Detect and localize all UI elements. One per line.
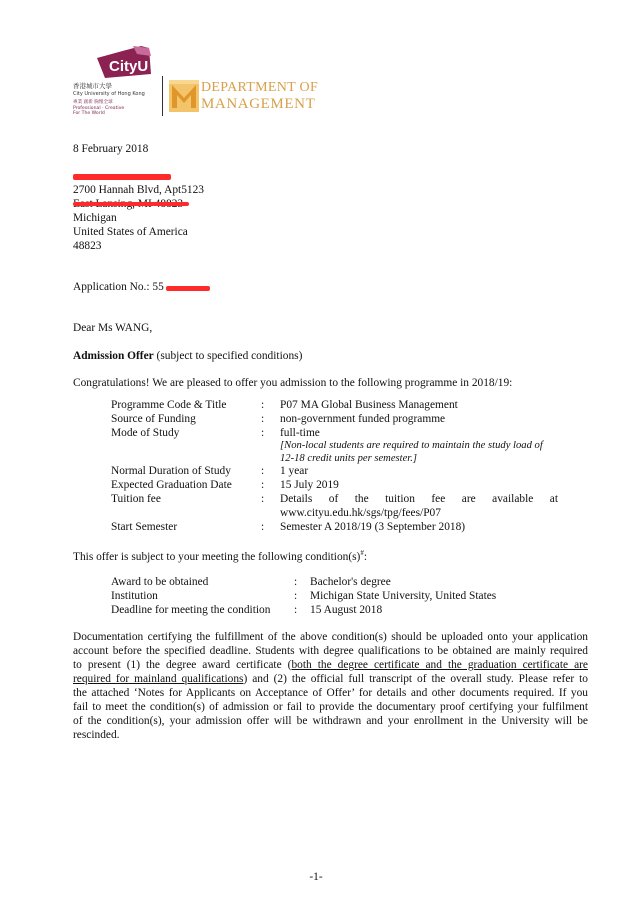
paragraph-line	[73, 672, 588, 686]
study-load-note-line1: [Non-local students are required to maintain the study load of	[280, 440, 543, 451]
paragraph-line: account before the specified deadline. Students with degree qualifications to be obtained are mainly required	[73, 645, 588, 657]
condition-value: 15 August 2018	[310, 604, 383, 616]
cityu-tagline-en-2: For The World	[73, 111, 105, 116]
address-line-1: 2700 Hannah Blvd, Apt5123	[73, 184, 204, 196]
redaction-application-no	[166, 286, 210, 291]
condition-intro	[73, 546, 367, 564]
programme-value: 1 year	[280, 465, 309, 477]
programme-row	[111, 520, 559, 534]
letter-date: 8 February 2018	[73, 143, 149, 155]
cityu-tagline	[73, 100, 124, 117]
colon: :	[261, 493, 265, 505]
subject-line	[73, 349, 302, 363]
page-number: -1-	[309, 871, 323, 883]
colon: :	[261, 413, 265, 425]
condition-value: Michigan State University, United States	[310, 590, 497, 602]
address-line-3: Michigan	[73, 212, 117, 224]
programme-value: 15 July 2019	[280, 479, 339, 491]
salutation: Dear Ms WANG,	[73, 322, 153, 334]
paragraph-line: rescinded.	[73, 729, 120, 741]
cityu-chinese-name: 香港城市大學	[73, 82, 112, 90]
colon: :	[294, 604, 298, 616]
programme-label: Expected Graduation Date	[111, 479, 232, 491]
intro-line: Congratulations! We are pleased to offer you admission to the following programme in 2018/19:	[73, 377, 513, 389]
cityu-tagline-en-1: Professional · Creative	[73, 105, 125, 111]
condition-label: Deadline for meeting the condition	[111, 604, 271, 616]
programme-row	[111, 398, 559, 412]
programme-value: Semester A 2018/19 (3 September 2018)	[280, 521, 466, 533]
condition-label: Institution	[111, 590, 158, 602]
application-number: Application No.: 55	[73, 281, 164, 293]
study-load-note-line2: 12-18 credit units per semester.]	[280, 453, 418, 464]
colon: :	[261, 399, 265, 411]
paragraph-line	[73, 658, 588, 672]
colon: :	[294, 590, 298, 602]
programme-label: Programme Code & Title	[111, 399, 227, 411]
colon: :	[294, 576, 298, 588]
condition-value: Bachelor's degree	[310, 576, 391, 588]
department-logo	[169, 80, 329, 114]
cityu-logo-text: CityU	[109, 58, 149, 75]
programme-label: Start Semester	[111, 521, 178, 533]
programme-row	[111, 426, 559, 440]
programme-value: P07 MA Global Business Management	[280, 399, 458, 411]
condition-intro-sup: #	[360, 549, 364, 557]
condition-intro-text: This offer is subject to your meeting the following condition(s)	[73, 550, 361, 563]
cityu-logo	[73, 44, 157, 120]
colon: :	[261, 521, 265, 533]
programme-label: Source of Funding	[111, 413, 196, 425]
colon: :	[261, 427, 265, 439]
condition-row	[111, 603, 531, 617]
programme-label: Mode of Study	[111, 427, 180, 439]
paragraph-line: Documentation certifying the fulfillment of the above condition(s) should be uploaded onto your application	[73, 631, 588, 643]
programme-value: full-time	[280, 427, 320, 439]
colon: :	[261, 465, 265, 477]
documentation-paragraph	[73, 630, 588, 742]
condition-label: Award to be obtained	[111, 576, 209, 588]
subject-rest: (subject to specified conditions)	[153, 350, 303, 362]
redaction-name	[73, 174, 171, 180]
tuition-fee-url: www.cityu.edu.hk/sgs/tpg/fees/P07	[280, 507, 441, 519]
address-line-5: 48823	[73, 240, 102, 252]
department-title-line2: MANAGEMENT	[201, 96, 316, 112]
condition-row	[111, 589, 531, 603]
paragraph-text: to present (1) the degree award certificate (	[73, 659, 292, 671]
tuition-fee-details: Details of the tuition fee are available at	[280, 493, 558, 505]
underlined-text: both the degree certificate and the graduation certificate are	[291, 659, 588, 671]
programme-label: Tuition fee	[111, 493, 161, 505]
colon: :	[261, 479, 265, 491]
cityu-english-name: City University of Hong Kong	[73, 91, 145, 97]
condition-intro-end: :	[363, 550, 368, 563]
paragraph-line: of the condition(s), your admission offer will be withdrawn and your enrollment in the University will be	[73, 715, 588, 727]
address-line-4: United States of America	[73, 226, 188, 238]
programme-row	[111, 464, 559, 478]
programme-value: non-government funded programme	[280, 413, 446, 425]
cityu-tagline-cn: 專業 創新 胸懷全球	[73, 100, 113, 105]
programme-label: Normal Duration of Study	[111, 465, 231, 477]
cityu-badge-icon	[93, 44, 153, 80]
subject-bold: Admission Offer	[73, 350, 154, 362]
paragraph-text: ) and (2) the official full transcript of the overall study. Please refer to	[243, 673, 588, 685]
underlined-text: required for mainland qualifications	[73, 673, 244, 685]
programme-row	[111, 478, 559, 492]
redaction-strike	[73, 202, 189, 206]
management-m-icon	[169, 80, 199, 112]
logo-divider	[162, 76, 163, 116]
paragraph-line: fail to meet the condition(s) of admission or fail to provide the documentary proof certifying your fulfilment	[73, 701, 588, 713]
programme-row	[111, 412, 559, 426]
paragraph-line: the attached ‘Notes for Applicants on Acceptance of Offer’ for details and other documents required. If you	[73, 687, 588, 699]
condition-row	[111, 575, 531, 589]
department-title-line1: DEPARTMENT OF	[201, 80, 319, 95]
